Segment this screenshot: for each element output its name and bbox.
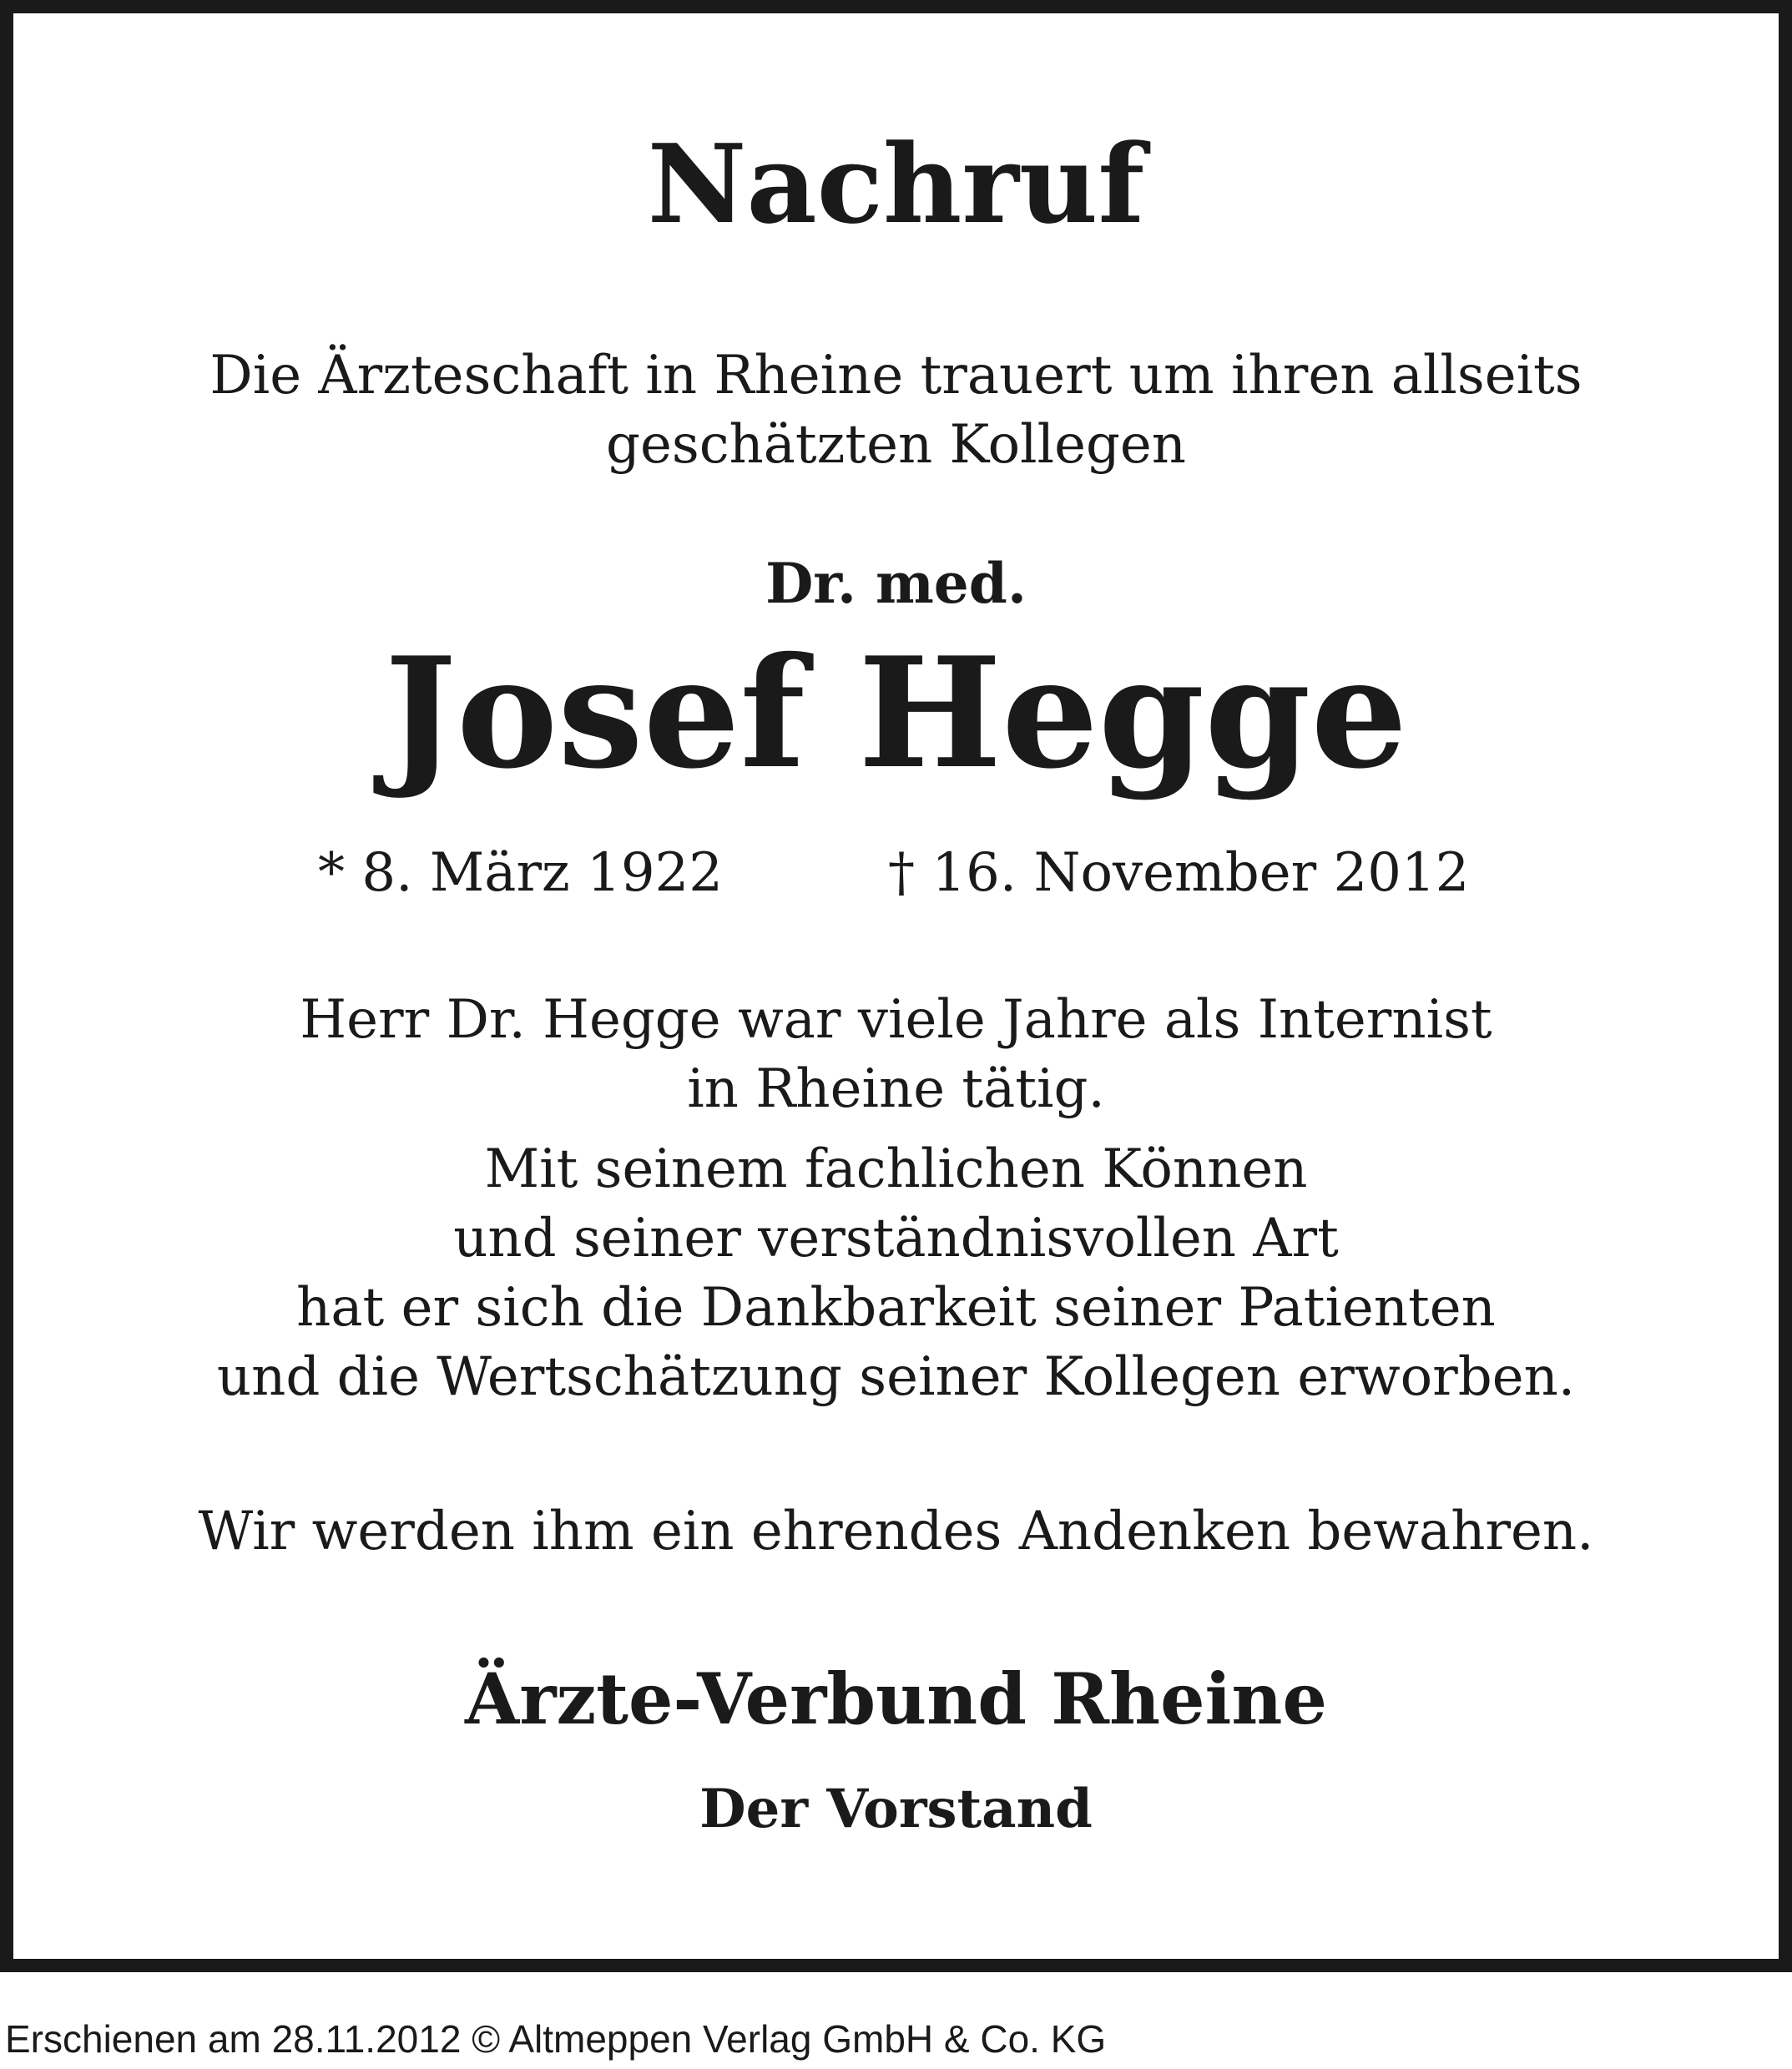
signatory: Der Vorstand — [699, 1778, 1093, 1840]
intro-line-2: geschätzten Kollegen — [606, 414, 1186, 476]
birth-date: * 8. März 1922 — [318, 842, 723, 904]
organization-name: Ärzte-Verbund Rheine — [465, 1658, 1327, 1740]
tribute-line-6: und die Wertschätzung seiner Kollegen erworben. — [216, 1346, 1576, 1408]
tribute-line-3: Mit seinem fachlichen Können — [484, 1138, 1308, 1200]
honorific-title: Dr. med. — [765, 551, 1027, 616]
tribute-line-4: und seiner verständnisvollen Art — [453, 1208, 1339, 1269]
deceased-name: Josef Hegge — [384, 623, 1408, 802]
closing-line: Wir werden ihm ein ehrendes Andenken bewahren. — [198, 1501, 1594, 1562]
tribute-line-2: in Rheine tätig. — [687, 1058, 1105, 1120]
notice-title: Nachruf — [647, 120, 1145, 248]
intro-line-1: Die Ärzteschaft in Rheine trauert um ihren allseits — [209, 345, 1583, 406]
publication-footer: Erschienen am 28.11.2012 © Altmeppen Verlag GmbH & Co. KG — [5, 2017, 1107, 2061]
tribute-line-5: hat er sich die Dankbarkeit seiner Patienten — [296, 1277, 1496, 1339]
life-dates — [13, 842, 1779, 913]
death-date: † 16. November 2012 — [888, 842, 1470, 904]
tribute-line-1: Herr Dr. Hegge war viele Jahre als Internist — [300, 989, 1492, 1051]
